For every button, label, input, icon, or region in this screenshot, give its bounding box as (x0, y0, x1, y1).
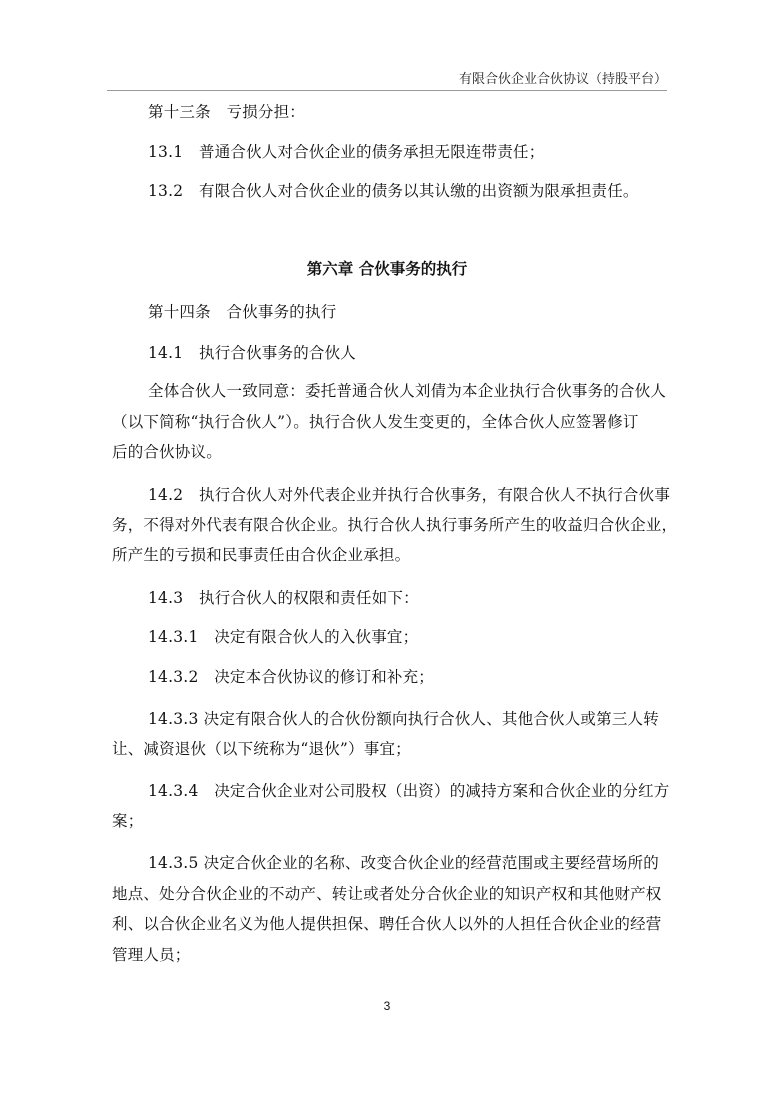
header-rule (107, 90, 667, 91)
clause-14-3-2: 14.3.2 决定本合伙协议的修订和补充； (148, 668, 435, 686)
clause-14-3-5-line: 14.3.5 决定合伙企业的名称、改变合伙企业的经营范围或主要经营场所的 (148, 854, 659, 872)
clause-14-3-1: 14.3.1 决定有限合伙人的入伙事宜； (148, 628, 419, 646)
clause-14-3-3-line: 让、减资退伙（以下统称为“退伙”）事宜； (112, 740, 411, 758)
clause-13-1: 13.1 普通合伙人对合伙企业的债务承担无限连带责任； (148, 143, 545, 161)
clause-14-3: 14.3 执行合伙人的权限和责任如下： (148, 589, 419, 607)
running-header: 有限合伙企业合伙协议（持股平台） (458, 72, 667, 87)
chapter-title: 第六章 合伙事务的执行 (306, 260, 468, 278)
clause-14-3-3-line: 14.3.3 决定有限合伙人的合伙份额向执行合伙人、其他合伙人或第三人转 (148, 710, 659, 728)
clause-14-1-line: 后的合伙协议。 (112, 443, 222, 461)
clause-14-3-5-line: 利、以合伙企业名义为他人提供担保、聘任合伙人以外的人担任合伙企业的经营 (112, 915, 662, 933)
clause-14-3-5-line: 地点、处分合伙企业的不动产、转让或者处分合伙企业的知识产权和其他财产权 (112, 885, 662, 903)
clause-14-1: 14.1 执行合伙事务的合伙人 (148, 344, 357, 362)
clause-14-1-line: 全体合伙人一致同意：委托普通合伙人刘倩为本企业执行合伙事务的合伙人 (148, 382, 667, 400)
clause-14-3-5-line: 管理人员； (112, 946, 191, 964)
clause-14-2-line: 务，不得对外代表有限合伙企业。执行合伙人执行事务所产生的收益归合伙企业， (112, 516, 678, 534)
clause-14-1-line: （以下简称“执行合伙人”）。执行合伙人发生变更的，全体合伙人应签署修订 (112, 413, 639, 431)
clause-14-3-4-line: 案； (112, 812, 144, 830)
page-number: 3 (383, 999, 391, 1013)
article-14-title: 第十四条 合伙事务的执行 (148, 303, 337, 321)
clause-13-2: 13.2 有限合伙人对合伙企业的债务以其认缴的出资额为限承担责任。 (148, 182, 639, 200)
clause-14-2-line: 14.2 执行合伙人对外代表企业并执行合伙事务，有限合伙人不执行合伙事 (148, 486, 671, 504)
clause-14-3-4-line: 14.3.4 决定合伙企业对公司股权（出资）的减持方案和合伙企业的分红方 (148, 782, 670, 800)
article-13-title: 第十三条 亏损分担： (148, 103, 306, 121)
clause-14-2-line: 所产生的亏损和民事责任由合伙企业承担。 (112, 546, 411, 564)
